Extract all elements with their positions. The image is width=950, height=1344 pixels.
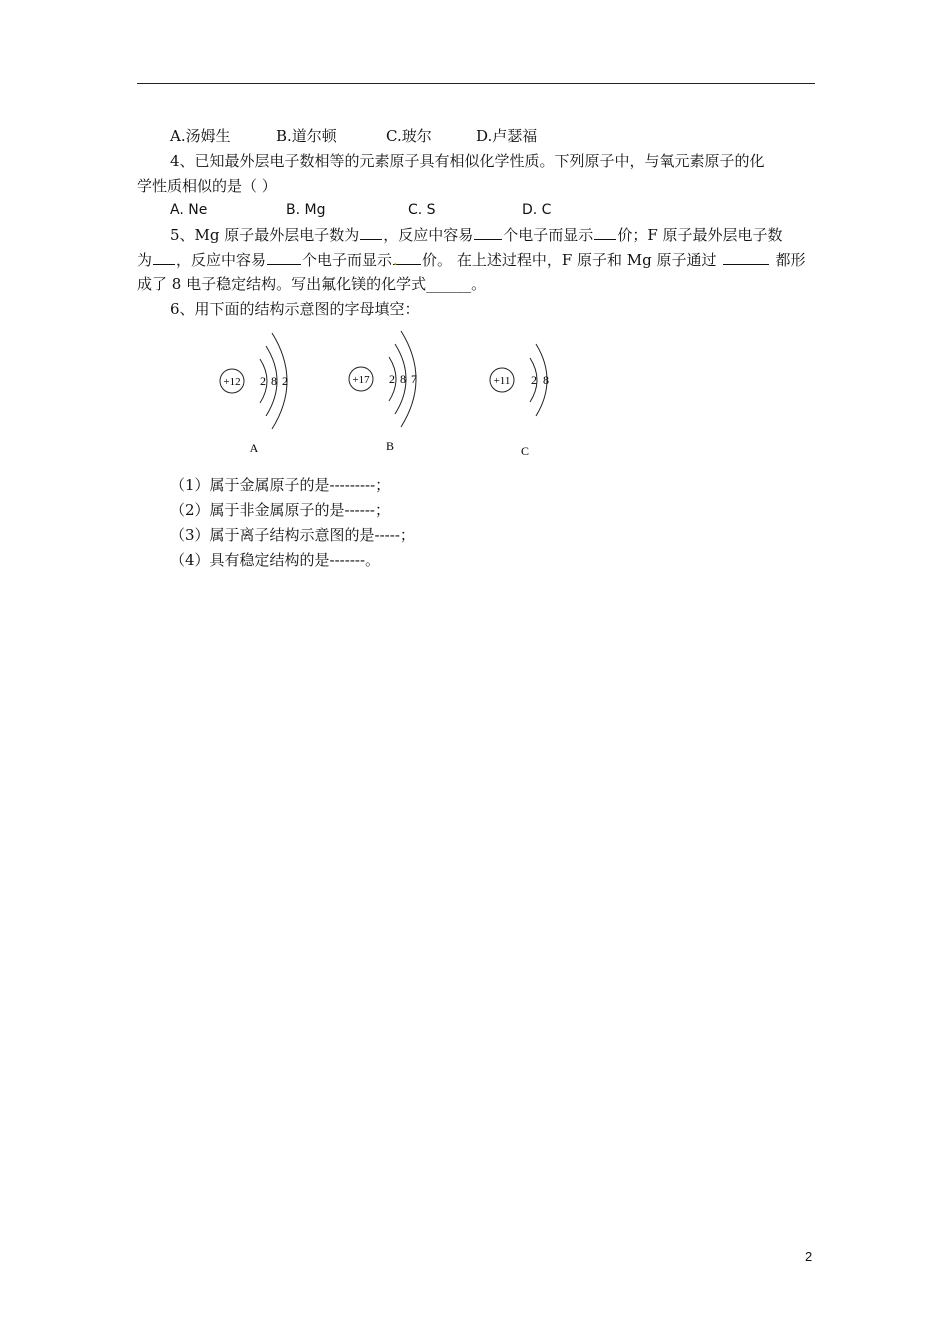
diagram-c-shell-1: 2 xyxy=(531,373,537,387)
q5-text: 5、Mg 原子最外层电子数为 xyxy=(170,226,360,244)
diagram-b-nucleus: +17 xyxy=(352,374,370,386)
q5-blank-6[interactable] xyxy=(393,250,421,269)
q6-item-2: （2）属于非金属原子的是------； xyxy=(170,501,390,519)
q3-option-d: D.卢瑟福 xyxy=(476,127,538,145)
q3-option-c: C.玻尔 xyxy=(386,127,432,145)
q5-dot: . xyxy=(393,251,398,269)
q5-line3: 成了 8 电子稳定结构。写出氟化镁的化学式______。 xyxy=(137,275,487,293)
q4-option-a: A. Ne xyxy=(170,202,208,218)
diagram-a-shell-2: 8 xyxy=(271,374,277,388)
q5-blank-5[interactable] xyxy=(267,250,301,265)
diagram-b-shell-2: 8 xyxy=(400,372,406,386)
q5-text: 个电子而显示 xyxy=(302,251,393,269)
q3-options xyxy=(170,126,537,146)
q4-option-c: C. S xyxy=(408,202,436,218)
diagram-a-shell-1: 2 xyxy=(260,374,266,388)
q5-text: 都形 xyxy=(775,251,806,269)
diagram-c xyxy=(490,344,549,458)
q4-stem-line2: 学性质相似的是（ ） xyxy=(137,177,277,195)
diagram-c-nucleus: +11 xyxy=(493,375,511,387)
q4-stem-line1: 4、已知最外层电子数相等的元素原子具有相似化学性质。下列原子中，与氧元素原子的化 xyxy=(170,152,765,170)
q5-text: ，反应中容易 xyxy=(176,251,267,269)
diagram-c-label: C xyxy=(520,444,530,458)
diagram-a-label: A xyxy=(249,441,259,455)
q6-item-3: （3）属于离子结构示意图的是-----； xyxy=(170,526,415,544)
diagram-b xyxy=(349,331,417,453)
q3-option-b: B.道尔顿 xyxy=(276,127,337,145)
q5-text: 为 xyxy=(137,251,153,269)
q5-text: ，反应中容易 xyxy=(383,226,474,244)
q6-item-4: （4）具有稳定结构的是-------。 xyxy=(170,551,381,569)
diagram-b-shell-3: 7 xyxy=(411,372,417,386)
q6-title: 6、用下面的结构示意图的字母填空： xyxy=(170,300,420,318)
diagram-b-label: B xyxy=(385,439,395,453)
q5-line2 xyxy=(137,250,806,270)
diagram-b-shell-1: 2 xyxy=(389,372,395,386)
diagram-a-nucleus: +12 xyxy=(223,376,241,388)
diagram-c-shell-2: 8 xyxy=(543,373,549,387)
q4-options xyxy=(170,200,551,220)
diagram-a-shell-3: 2 xyxy=(282,374,288,388)
page-number: 2 xyxy=(805,1249,813,1264)
q5-blank-1[interactable] xyxy=(360,225,382,240)
header-rule xyxy=(137,83,815,84)
q5-text: 个电子而显示 xyxy=(503,226,594,244)
q5-blank-7[interactable] xyxy=(723,250,769,265)
q5-line1 xyxy=(170,225,783,245)
q5-text: 价。 在上述过程中，F 原子和 Mg 原子通过 xyxy=(422,251,717,269)
q5-blank-3[interactable] xyxy=(594,225,616,240)
q5-text: 价；F 原子最外层电子数 xyxy=(617,226,783,244)
q4-option-b: B. Mg xyxy=(286,202,326,218)
q3-option-a: A.汤姆生 xyxy=(170,127,231,145)
atomic-structure-diagrams xyxy=(200,328,580,468)
diagram-a xyxy=(220,333,288,455)
q4-option-d: D. C xyxy=(522,202,552,218)
q6-item-1: （1）属于金属原子的是---------； xyxy=(170,476,391,494)
q5-blank-4[interactable] xyxy=(153,250,175,265)
q5-blank-2[interactable] xyxy=(474,225,502,240)
